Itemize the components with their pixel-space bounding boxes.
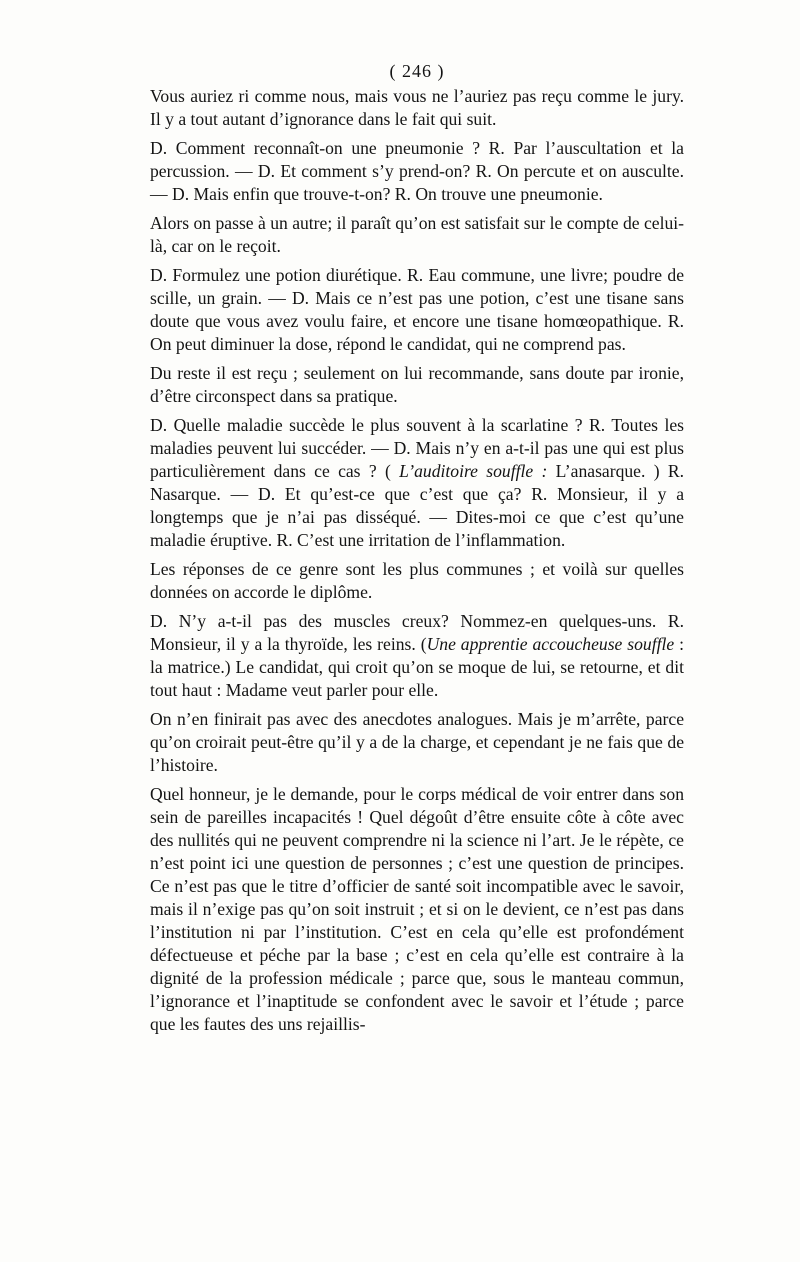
- paragraph-6-text-a: D. Quelle maladie succède le plus souvent à la scarlatine ? R. Toutes les maladies peuvent lui succéder. — D. Mais n’y en a-t-il pas une qui est plus particulièrement dans ce cas ? (: [150, 415, 684, 481]
- page-number: ( 246 ): [389, 61, 445, 81]
- paragraph-10: [150, 783, 684, 1036]
- paragraph-4: [150, 264, 684, 356]
- paragraph-5-text: Du reste il est reçu ; seulement on lui recommande, sans doute par ironie, d’être circonspect dans sa pratique.: [150, 363, 684, 406]
- paragraph-8-text-a: D. N’y a-t-il pas des muscles creux? Nommez-en quelques-uns. R. Monsieur, il y a la thyroïde, les reins. (: [150, 611, 684, 654]
- paragraph-5: [150, 362, 684, 408]
- paragraph-8: [150, 610, 684, 702]
- paragraph-9-text: On n’en finirait pas avec des anecdotes analogues. Mais je m’arrête, parce qu’on croirait peut-être qu’il y a de la charge, et cependant je ne fais que de l’histoire.: [150, 709, 684, 775]
- paragraph-9: [150, 708, 684, 777]
- paragraph-6: [150, 414, 684, 552]
- paragraph-6-text-b: L’anasarque. ) R. Nasarque. — D. Et qu’est-ce que c’est que ça? R. Monsieur, il y a longtemps que je n’ai pas disséqué. — Dites-moi ce que c’est qu’une maladie éruptive. R. C’est une irritation de l’inflammation.: [150, 461, 684, 550]
- paragraph-1: [150, 85, 684, 131]
- paragraph-7: [150, 558, 684, 604]
- paragraph-8-italic: Une apprentie accoucheuse souffle: [426, 634, 675, 654]
- paragraph-6-italic: L’auditoire souffle :: [399, 461, 556, 481]
- paragraph-4-text: D. Formulez une potion diurétique. R. Eau commune, une livre; poudre de scille, un grain. — D. Mais ce n’est pas une potion, c’est une tisane sans doute que vous avez voulu faire, et encore une tisane homœopathique. R. On peut diminuer la dose, répond le candidat, qui ne comprend pas.: [150, 265, 684, 354]
- paragraph-2: [150, 137, 684, 206]
- paragraph-8-text-b: : la matrice.) Le candidat, qui croit qu’on se moque de lui, se retourne, et dit tout haut : Madame veut parler pour elle.: [150, 634, 684, 700]
- paragraph-3: [150, 212, 684, 258]
- paragraph-2-text: D. Comment reconnaît-on une pneumonie ? R. Par l’auscultation et la percussion. — D. Et comment s’y prend-on? R. On percute et on ausculte. — D. Mais enfin que trouve-t-on? R. On trouve une pneumonie.: [150, 138, 684, 204]
- paragraph-10-text: Quel honneur, je le demande, pour le corps médical de voir entrer dans son sein de pareilles incapacités ! Quel dégoût d’être ensuite côte à côte avec des nullités qui ne peuvent comprendre ni la science ni l’art. Je le répète, ce n’est point ici une question de personnes ; c’est une question de principes. Ce n’est pas que le titre d’officier de santé soit incompatible avec le savoir, mais il n’exige pas qu’on soit instruit ; et si on le devient, ce n’est pas dans l’institution ni par l’institution. C’est en cela qu’elle est profondément défectueuse et péche par la base ; c’est en cela qu’elle est contraire à la dignité de la profession médicale ; parce que, sous le manteau commun, l’ignorance et l’inaptitude se confondent avec le savoir et l’étude ; parce que les fautes des uns rejaillis-: [150, 784, 684, 1034]
- paragraph-1-text: Vous auriez ri comme nous, mais vous ne l’auriez pas reçu comme le jury. Il y a tout autant d’ignorance dans le fait qui suit.: [150, 86, 684, 129]
- paragraph-3-text: Alors on passe à un autre; il paraît qu’on est satisfait sur le compte de celui-là, car on le reçoit.: [150, 213, 685, 256]
- paragraph-7-text: Les réponses de ce genre sont les plus communes ; et voilà sur quelles données on accorde le diplôme.: [150, 559, 684, 602]
- page-text-block: [150, 60, 684, 1042]
